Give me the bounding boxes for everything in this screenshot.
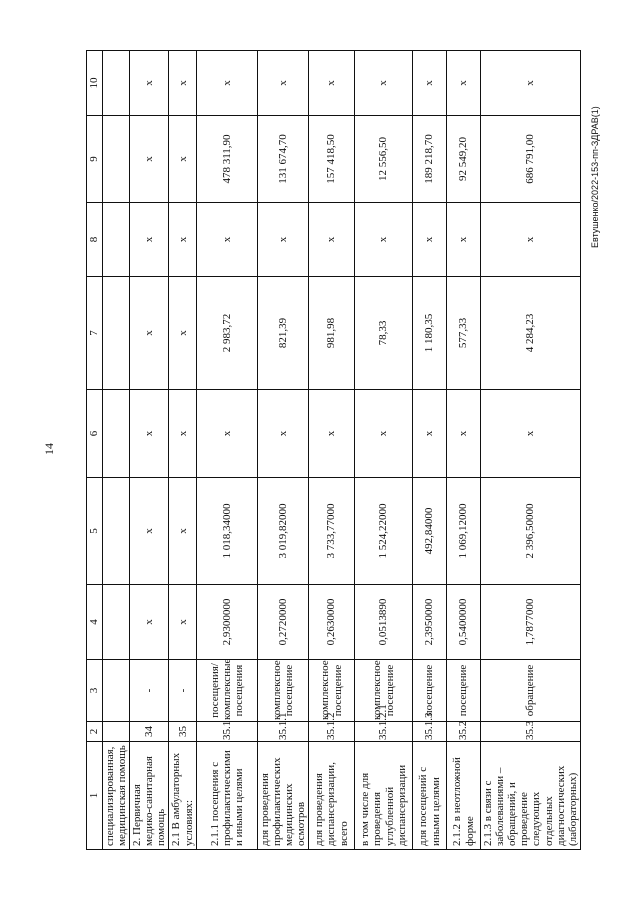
table-cell-col5: 492,84000 bbox=[413, 478, 447, 585]
table-cell-col5: 1 069,12000 bbox=[447, 478, 481, 585]
table-cell-col10: х bbox=[355, 51, 413, 116]
table-cell-col8: х bbox=[355, 203, 413, 277]
table-cell-col2: 35.3 bbox=[481, 722, 581, 742]
table-cell-col1: 2.1 В амбулаторных условиях: bbox=[169, 742, 196, 850]
table-cell-col3 bbox=[103, 660, 130, 722]
table-cell-col9: 12 556,50 bbox=[355, 116, 413, 203]
table-cell-col10: х bbox=[481, 51, 581, 116]
table-cell-col5: 3 019,82000 bbox=[257, 478, 308, 585]
table-cell-col3: комплексное посещение bbox=[355, 660, 413, 722]
table-row bbox=[130, 51, 169, 850]
table-cell-col2: 35.1.3 bbox=[413, 722, 447, 742]
column-header: 3 bbox=[87, 660, 103, 722]
table-cell-col3: посещения/ комплексные посещения bbox=[196, 660, 257, 722]
column-header: 7 bbox=[87, 277, 103, 390]
table-cell-col1: 2. Первичная медико-санитарная помощь bbox=[130, 742, 169, 850]
table-cell-col8 bbox=[103, 203, 130, 277]
table-cell-col5: 3 733,77000 bbox=[309, 478, 355, 585]
table-cell-col7 bbox=[103, 277, 130, 390]
table-cell-col9: 157 418,50 bbox=[309, 116, 355, 203]
table-cell-col10: х bbox=[447, 51, 481, 116]
table-cell-col7: 577,33 bbox=[447, 277, 481, 390]
column-header: 6 bbox=[87, 390, 103, 478]
column-header: 8 bbox=[87, 203, 103, 277]
table-cell-col2: 34 bbox=[130, 722, 169, 742]
table-row bbox=[309, 51, 355, 850]
table-cell-col8: х bbox=[169, 203, 196, 277]
column-header: 5 bbox=[87, 478, 103, 585]
table-cell-col1: 2.1.3 в связи с заболеваниями – обращений, и проведение следующих отдельных диагностических (лабораторных) bbox=[481, 742, 581, 850]
table-cell-col5 bbox=[103, 478, 130, 585]
table-cell-col8: х bbox=[257, 203, 308, 277]
table-cell-col6: х bbox=[196, 390, 257, 478]
table-cell-col6 bbox=[103, 390, 130, 478]
table-cell-col2: 35.1 bbox=[196, 722, 257, 742]
table-cell-col6: х bbox=[447, 390, 481, 478]
table-cell-col1: для проведения диспансеризации, всего bbox=[309, 742, 355, 850]
table-cell-col7: х bbox=[130, 277, 169, 390]
table-cell-col7: х bbox=[169, 277, 196, 390]
table-row bbox=[447, 51, 481, 850]
table-cell-col6: х bbox=[169, 390, 196, 478]
column-header: 1 bbox=[87, 742, 103, 850]
table-cell-col7: 821,39 bbox=[257, 277, 308, 390]
table-cell-col7: 981,98 bbox=[309, 277, 355, 390]
table-cell-col4: 0,2630000 bbox=[309, 585, 355, 660]
table-row bbox=[481, 51, 581, 850]
table-cell-col7: 1 180,35 bbox=[413, 277, 447, 390]
table-cell-col4: 2,9300000 bbox=[196, 585, 257, 660]
table-cell-col3: - bbox=[130, 660, 169, 722]
table-cell-col8: х bbox=[447, 203, 481, 277]
document-reference: Евтушенко/2022-153-пп-ЗДРАВ(1) bbox=[590, 106, 600, 248]
table-row bbox=[355, 51, 413, 850]
table-cell-col6: х bbox=[413, 390, 447, 478]
table-cell-col2: 35.2 bbox=[447, 722, 481, 742]
table-cell-col3: - bbox=[169, 660, 196, 722]
table-cell-col2: 35 bbox=[169, 722, 196, 742]
table-cell-col10: х bbox=[169, 51, 196, 116]
table-cell-col1: для посещений с иными целями bbox=[413, 742, 447, 850]
table-cell-col5: 1 524,22000 bbox=[355, 478, 413, 585]
table-cell-col8: х bbox=[309, 203, 355, 277]
table-cell-col5: 2 396,50000 bbox=[481, 478, 581, 585]
table-cell-col9: х bbox=[169, 116, 196, 203]
table-cell-col9 bbox=[103, 116, 130, 203]
table-cell-col9: 686 791,00 bbox=[481, 116, 581, 203]
table-cell-col4: 0,2720000 bbox=[257, 585, 308, 660]
table-cell-col2: 35.1.2.1 bbox=[355, 722, 413, 742]
table-row bbox=[196, 51, 257, 850]
table-cell-col4: х bbox=[130, 585, 169, 660]
table-cell-col4: 0,5400000 bbox=[447, 585, 481, 660]
table-cell-col7: 2 983,72 bbox=[196, 277, 257, 390]
table-row bbox=[103, 51, 130, 850]
table-cell-col2: 35.1.1 bbox=[257, 722, 308, 742]
table-cell-col6: х bbox=[481, 390, 581, 478]
table-cell-col5: х bbox=[130, 478, 169, 585]
table-cell-col8: х bbox=[196, 203, 257, 277]
table-cell-col1: в том числе для проведения углубленной диспансеризации bbox=[355, 742, 413, 850]
table-cell-col9: 189 218,70 bbox=[413, 116, 447, 203]
table-cell-col1: 2.1.1 посещения с профилактическими и иными целями bbox=[196, 742, 257, 850]
table-cell-col4: 2,3950000 bbox=[413, 585, 447, 660]
table-cell-col4: х bbox=[169, 585, 196, 660]
table-cell-col1: 2.1.2 в неотложной форме bbox=[447, 742, 481, 850]
table-cell-col10: х bbox=[257, 51, 308, 116]
table-cell-col10: х bbox=[130, 51, 169, 116]
column-header: 9 bbox=[87, 116, 103, 203]
table-cell-col5: х bbox=[169, 478, 196, 585]
column-header: 10 bbox=[87, 51, 103, 116]
table-cell-col3: комплексное посещение bbox=[309, 660, 355, 722]
table-cell-col9: 131 674,70 bbox=[257, 116, 308, 203]
table-cell-col3: посещение bbox=[447, 660, 481, 722]
table-cell-col6: х bbox=[355, 390, 413, 478]
table-cell-col7: 78,33 bbox=[355, 277, 413, 390]
table-cell-col6: х bbox=[309, 390, 355, 478]
table-row bbox=[413, 51, 447, 850]
table-cell-col8: х bbox=[130, 203, 169, 277]
table-header-row bbox=[87, 51, 103, 850]
table-cell-col10: х bbox=[196, 51, 257, 116]
table-cell-col1: специализированная, медицинская помощь bbox=[103, 742, 130, 850]
page-number: 14 bbox=[42, 443, 56, 455]
table-row bbox=[257, 51, 308, 850]
table-cell-col4: 0,0513890 bbox=[355, 585, 413, 660]
table-cell-col6: х bbox=[257, 390, 308, 478]
table-cell-col8: х bbox=[413, 203, 447, 277]
table-cell-col10 bbox=[103, 51, 130, 116]
table-row bbox=[169, 51, 196, 850]
table-cell-col9: х bbox=[130, 116, 169, 203]
table-cell-col8: х bbox=[481, 203, 581, 277]
table-cell-col1: для проведения профилактических медицинских осмотров bbox=[257, 742, 308, 850]
table-cell-col10: х bbox=[413, 51, 447, 116]
table-cell-col4: 1,7877000 bbox=[481, 585, 581, 660]
table-cell-col5: 1 018,34000 bbox=[196, 478, 257, 585]
table-cell-col7: 4 284,23 bbox=[481, 277, 581, 390]
table-cell-col9: 92 549,20 bbox=[447, 116, 481, 203]
table-cell-col3: обращение bbox=[481, 660, 581, 722]
table-cell-col2: 35.1.2 bbox=[309, 722, 355, 742]
table-cell-col3: комплексное посещение bbox=[257, 660, 308, 722]
data-table bbox=[86, 50, 581, 850]
table-cell-col4 bbox=[103, 585, 130, 660]
table-cell-col10: х bbox=[309, 51, 355, 116]
table-cell-col3: посещение bbox=[413, 660, 447, 722]
column-header: 2 bbox=[87, 722, 103, 742]
rotated-table-container bbox=[86, 77, 579, 850]
table-cell-col9: 478 311,90 bbox=[196, 116, 257, 203]
column-header: 4 bbox=[87, 585, 103, 660]
table-cell-col2 bbox=[103, 722, 130, 742]
table-cell-col6: х bbox=[130, 390, 169, 478]
